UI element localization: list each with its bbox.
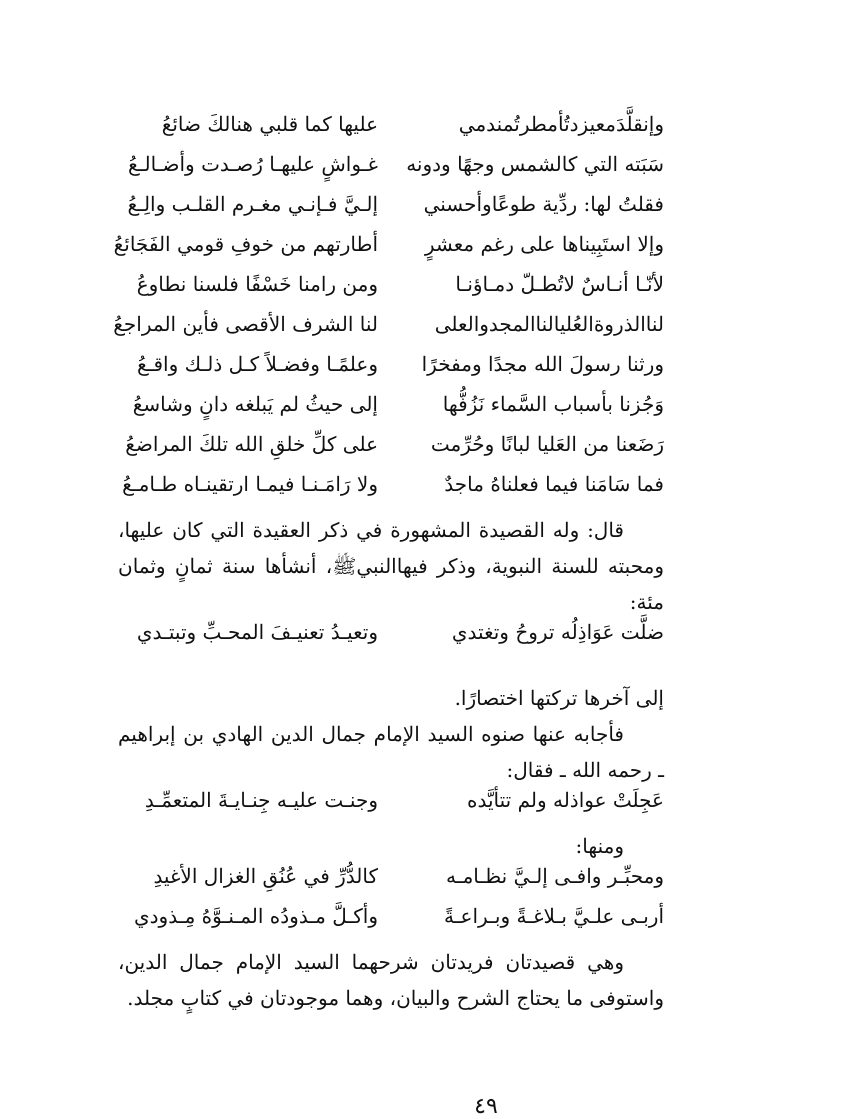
verse-second-hemistich: أطارتهم من خوفِ قومي الفَجَائعُ [113, 232, 378, 256]
verse-second-hemistich: وجنـت عليـه جِنـايـةَ المتعمِّـدِ [144, 788, 378, 812]
verse-line [113, 232, 664, 272]
prose-paragraph: إلى آخرها تركتها اختصارًا. [454, 686, 664, 710]
verse-first-hemistich: سَبَته التي كالشمس وجهًا ودونه [406, 152, 664, 176]
verse-line [118, 864, 664, 904]
verse-first-hemistich: وَجُزنا بأسباب السَّماء نَزُفُّها [442, 392, 664, 416]
verse-first-hemistich: ومحبِّـر وافـى إلـيَّ نظـامـه [446, 864, 664, 888]
verse-line [118, 432, 664, 472]
verse-second-hemistich: عليها كما قلبي هنالكَ ضائعُ [161, 112, 378, 136]
poem-block-4 [118, 864, 664, 944]
verse-first-hemistich: لأنّـا أنـاسٌ لاتُطـلّ دمـاؤنـا [455, 272, 664, 296]
page-number: ٤٩ [474, 1094, 498, 1119]
poem-block-1 [113, 112, 664, 512]
verse-second-hemistich: وتعيـدُ تعنيـفَ المحـبِّ وتبتـدي [136, 620, 378, 644]
verse-first-hemistich: أربـى علـيَّ بـلاغـةً وبـراعـةً [443, 904, 664, 928]
verse-second-hemistich: كالدُّرِّ في عُنُقِ الغزال الأغيدِ [153, 864, 378, 888]
verse-second-hemistich: لنا الشرف الأقصى فأين المراجعُ [113, 312, 378, 336]
prose-paragraph: فأجابه عنها صنوه السيد الإمام جمال الدين الهادي بن إبراهيم ـ رحمه الله ـ فقال: [118, 722, 664, 782]
verse-first-hemistich: لناالذروةالعُليالناالمجدوالعلى [434, 312, 664, 336]
poem-block-3 [118, 788, 664, 828]
prose-paragraph: ومنها: [575, 834, 624, 858]
verse-first-hemistich: ضلَّت عَوَاذِلُه تروحُ وتغتدي [451, 620, 664, 644]
poem-block-2 [118, 620, 664, 1016]
verse-line [118, 352, 664, 392]
verse-first-hemistich: وإلا استَبِيناها على رغم معشرٍ [424, 232, 664, 256]
verse-second-hemistich: على كلِّ خلقِ الله تلكَ المراضعُ [125, 432, 378, 456]
verse-first-hemistich: فما سَامَنا فيما فعلناهُ ماجدٌ [444, 472, 664, 496]
verse-first-hemistich: فقلتُ لها: ردِّية طوعًاوأحسني [423, 192, 664, 216]
verse-second-hemistich: وعلمًـا وفضـلاً كـل ذلـك واقـعُ [136, 352, 378, 376]
verse-first-hemistich: ورثنا رسولَ الله مجدًا ومفخرًا [421, 352, 664, 376]
verse-line [118, 272, 664, 312]
page-content [113, 112, 664, 1119]
verse-first-hemistich: عَجِلَتْ عواذله ولم تتأيَّده [466, 788, 664, 812]
verse-second-hemistich: ومن رامنا خَسْفًا فلسنا نطاوعُ [136, 272, 378, 296]
verse-first-hemistich: رَضَعنا من العَليا لبانًا وحُرِّمت [430, 432, 664, 456]
verse-second-hemistich: ولا رَامَـنـا فيمـا ارتقينـاه طـامـعُ [122, 472, 378, 496]
verse-line [118, 904, 664, 944]
verse-line [118, 112, 664, 152]
verse-line [118, 472, 664, 512]
prose-paragraph: وهي قصيدتان فريدتان شرحهما السيد الإمام جمال الدين، واستوفى ما يحتاج الشرح والبيان، وهما موجودتان في كتابٍ مجلد. [118, 950, 664, 1010]
verse-first-hemistich: وإنقلَّدَمعيزدتُأمطرتُمندمي [458, 112, 664, 136]
verse-line [118, 788, 664, 828]
prose-paragraph: قال: وله القصيدة المشهورة في ذكر العقيدة التي كان عليها، ومحبته للسنة النبوية، وذكر فيهاالنبيﷺ، أنشأها سنة ثمانٍ وثمان مئة: [118, 518, 664, 614]
verse-line [118, 392, 664, 432]
verse-second-hemistich: غـواشٍ عليهـا رُصـدت وأضـالـعُ [127, 152, 378, 176]
verse-second-hemistich: إلـيَّ فـإنـي مغـرم القلـب والِـعُ [127, 192, 378, 216]
verse-second-hemistich: إلى حيثُ لم يَبلغه دانٍ وشاسعُ [132, 392, 378, 416]
verse-line [118, 192, 664, 232]
verse-line [118, 620, 664, 660]
verse-line [118, 152, 664, 192]
verse-second-hemistich: وأكـلَّ مـذودُه المـنـوَّهُ مِـذودي [134, 904, 378, 928]
verse-line [113, 312, 664, 352]
